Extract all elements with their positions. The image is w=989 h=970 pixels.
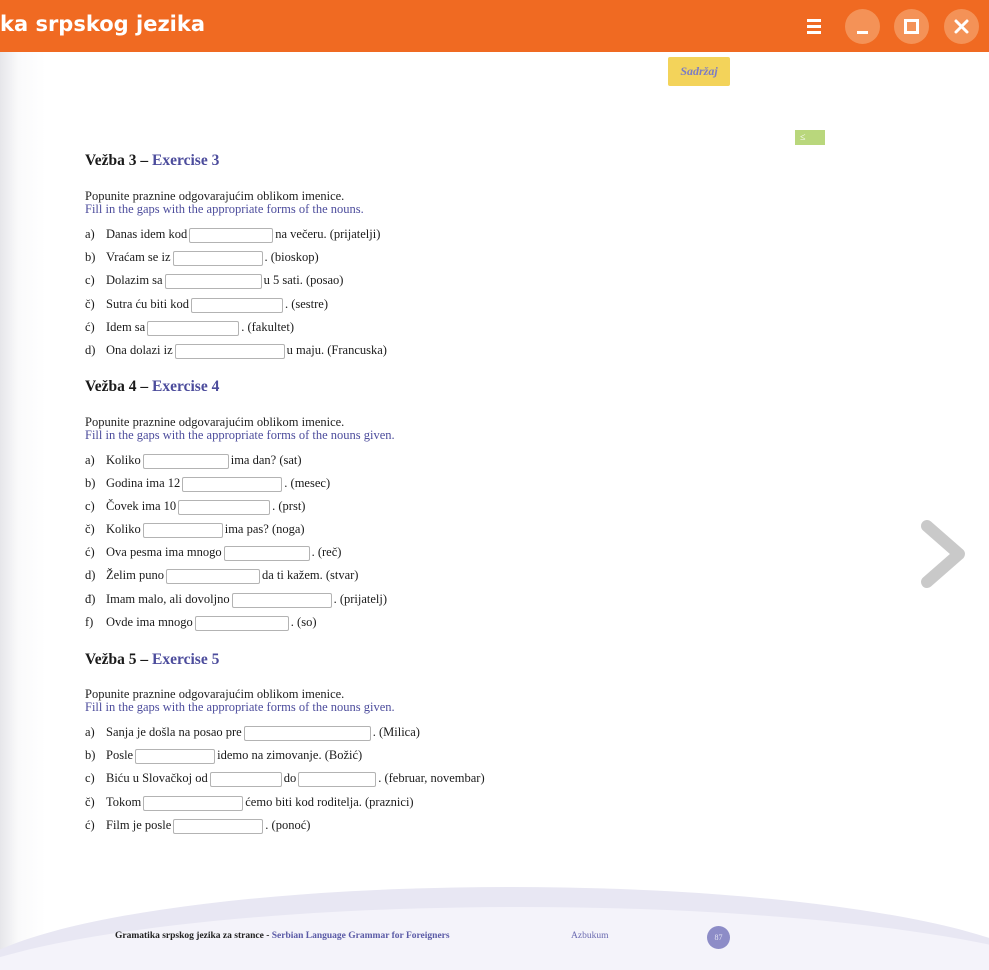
exercise-title-en: Exercise 5 xyxy=(148,651,220,668)
item-label: d) xyxy=(85,568,96,582)
item-text-after: . (prst) xyxy=(272,499,306,513)
item-label: f) xyxy=(85,615,94,629)
exercise-item xyxy=(85,319,294,336)
item-text-after: . (ponoć) xyxy=(265,818,311,832)
title-bar xyxy=(0,0,989,52)
item-text-after: . (Milica) xyxy=(372,725,420,739)
item-text-before: Koliko xyxy=(106,453,141,467)
minimize-icon xyxy=(845,9,880,44)
item-text-before: Sanja je došla na posao pre xyxy=(106,725,242,739)
instruction-en: Fill in the gaps with the appropriate forms of the nouns given. xyxy=(85,427,395,442)
close-button[interactable] xyxy=(944,9,979,44)
item-label: đ) xyxy=(85,592,96,606)
instruction-sr: Popunite praznine odgovarajućim oblikom imenice. xyxy=(85,189,345,203)
answer-input[interactable] xyxy=(147,321,239,336)
exercise-title-en: Exercise 4 xyxy=(148,378,220,395)
exercise-item xyxy=(85,817,310,834)
answer-input[interactable] xyxy=(182,477,282,492)
item-text-before: Godina ima 12 xyxy=(106,476,181,490)
exercise-title-sr: Vežba 3 – xyxy=(85,152,149,169)
item-text-middle: do xyxy=(283,771,297,785)
item-label: c) xyxy=(85,273,95,287)
item-text-after: u maju. (Francuska) xyxy=(286,343,387,357)
exercise-item xyxy=(85,591,387,608)
item-text-before: Biću u Slovačkoj od xyxy=(106,771,208,785)
page-number: 87 xyxy=(707,926,730,949)
exercise-title-sr: Vežba 5 – xyxy=(85,651,149,668)
exercise-item xyxy=(85,249,319,266)
exercise-item xyxy=(85,770,485,787)
answer-input[interactable] xyxy=(165,274,262,289)
item-text-after: . (sestre) xyxy=(284,297,329,311)
item-label: d) xyxy=(85,343,96,357)
instruction-sr: Popunite praznine odgovarajućim oblikom imenice. xyxy=(85,687,345,701)
item-text-after: ima dan? (sat) xyxy=(230,453,302,467)
exercise-item xyxy=(85,614,317,631)
item-label: b) xyxy=(85,748,96,762)
exercise-item xyxy=(85,724,420,741)
next-page-arrow-icon[interactable] xyxy=(920,520,966,588)
item-label: a) xyxy=(85,227,95,241)
item-text-before: Vraćam se iz xyxy=(106,250,171,264)
exercise-item xyxy=(85,226,380,243)
item-text-before: Želim puno xyxy=(106,568,164,582)
answer-input[interactable] xyxy=(135,749,215,764)
item-text-before: Ovde ima mnogo xyxy=(106,615,193,629)
item-text-after: . (so) xyxy=(290,615,317,629)
item-text-before: Idem sa xyxy=(106,320,146,334)
item-label: b) xyxy=(85,250,96,264)
item-label: a) xyxy=(85,453,95,467)
answer-input[interactable] xyxy=(166,569,260,584)
footer-title-sr: Gramatika srpskog jezika za strance - xyxy=(115,931,272,941)
exercise-item xyxy=(85,296,328,313)
item-label: ć) xyxy=(85,545,95,559)
answer-input[interactable] xyxy=(191,298,283,313)
maximize-icon xyxy=(894,9,929,44)
instruction-sr: Popunite praznine odgovarajućim oblikom imenice. xyxy=(85,415,345,429)
answer-input[interactable] xyxy=(210,772,282,787)
answer-input[interactable] xyxy=(298,772,376,787)
close-icon xyxy=(944,9,979,44)
item-text-before: Tokom xyxy=(106,795,142,809)
answer-input[interactable] xyxy=(173,251,263,266)
answer-input[interactable] xyxy=(143,454,229,469)
item-label: ć) xyxy=(85,320,95,334)
answer-input[interactable] xyxy=(175,344,285,359)
instruction-en: Fill in the gaps with the appropriate forms of the nouns given. xyxy=(85,699,395,714)
item-text-after: . (februar, novembar) xyxy=(378,771,485,785)
menu-icon[interactable] xyxy=(800,14,828,38)
answer-input[interactable] xyxy=(178,500,270,515)
item-text-before: Čovek ima 10 xyxy=(106,499,177,513)
exercise-item xyxy=(85,747,362,764)
answer-input[interactable] xyxy=(143,523,223,538)
page-edge-shadow xyxy=(0,52,46,970)
answer-input[interactable] xyxy=(143,796,243,811)
maximize-button[interactable] xyxy=(894,9,929,44)
exercise-item xyxy=(85,498,305,515)
exercise-3-instructions xyxy=(85,190,364,215)
item-text-before: Koliko xyxy=(106,522,141,536)
item-text-after: . (mesec) xyxy=(284,476,331,490)
exercise-item xyxy=(85,521,305,538)
item-text-before: Imam malo, ali dovoljno xyxy=(106,592,230,606)
exercise-item xyxy=(85,342,387,359)
item-text-before: Sutra ću biti kod xyxy=(106,297,189,311)
answer-input[interactable] xyxy=(224,546,310,561)
item-text-before: Ova pesma ima mnogo xyxy=(106,545,222,559)
footer-publisher: Azbukum xyxy=(571,931,609,941)
item-text-before: Posle xyxy=(106,748,134,762)
minimize-button[interactable] xyxy=(845,9,880,44)
section-badge[interactable]: ≤ xyxy=(795,130,825,145)
item-text-after: . (prijatelj) xyxy=(333,592,388,606)
item-label: c) xyxy=(85,771,95,785)
exercise-title-sr: Vežba 4 – xyxy=(85,378,149,395)
item-label: ć) xyxy=(85,818,95,832)
contents-button[interactable]: Sadržaj xyxy=(668,57,730,86)
item-text-after: ćemo biti kod roditelja. (praznici) xyxy=(245,795,414,809)
item-label: č) xyxy=(85,522,95,536)
item-text-before: Ona dolazi iz xyxy=(106,343,173,357)
item-label: č) xyxy=(85,297,95,311)
item-text-after: na večeru. (prijatelji) xyxy=(275,227,381,241)
footer-title xyxy=(115,931,450,941)
footer-title-en: Serbian Language Grammar for Foreigners xyxy=(271,931,450,941)
answer-input[interactable] xyxy=(173,819,263,834)
item-label: č) xyxy=(85,795,95,809)
item-text-after: idemo na zimovanje. (Božić) xyxy=(217,748,363,762)
exercise-item xyxy=(85,794,414,811)
exercise-item xyxy=(85,452,302,469)
item-label: c) xyxy=(85,499,95,513)
exercise-3-title xyxy=(85,152,219,170)
answer-input[interactable] xyxy=(232,593,332,608)
exercise-title-en: Exercise 3 xyxy=(148,152,220,169)
item-text-before: Dolazim sa xyxy=(106,273,163,287)
exercise-5-instructions xyxy=(85,688,395,713)
item-text-after: . (reč) xyxy=(311,545,342,559)
item-text-after: . (fakultet) xyxy=(241,320,294,334)
item-text-after: u 5 sati. (posao) xyxy=(263,273,344,287)
answer-input[interactable] xyxy=(195,616,289,631)
answer-input[interactable] xyxy=(189,228,273,243)
item-label: a) xyxy=(85,725,95,739)
item-text-after: da ti kažem. (stvar) xyxy=(261,568,359,582)
answer-input[interactable] xyxy=(244,726,371,741)
exercise-4-title xyxy=(85,378,219,396)
instruction-en: Fill in the gaps with the appropriate forms of the nouns. xyxy=(85,201,364,216)
exercise-item xyxy=(85,544,341,561)
item-text-after: ima pas? (noga) xyxy=(224,522,305,536)
exercise-item xyxy=(85,272,343,289)
exercise-4-instructions xyxy=(85,416,395,441)
item-text-before: Danas idem kod xyxy=(106,227,188,241)
exercise-item xyxy=(85,567,358,584)
item-text-after: . (bioskop) xyxy=(264,250,319,264)
item-label: b) xyxy=(85,476,96,490)
item-text-before: Film je posle xyxy=(106,818,172,832)
exercise-item xyxy=(85,475,330,492)
exercise-5-title xyxy=(85,651,219,669)
app-title: ka srpskog jezika xyxy=(0,12,206,36)
